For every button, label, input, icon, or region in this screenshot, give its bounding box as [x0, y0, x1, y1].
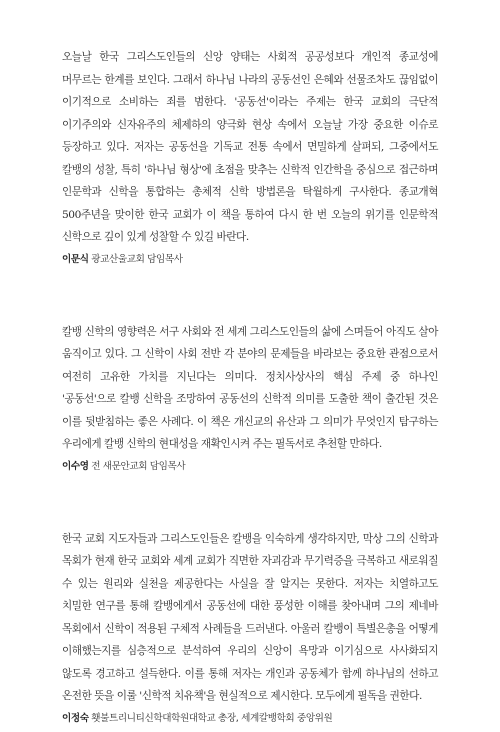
endorsement-attribution — [62, 459, 438, 475]
endorsement-attribution — [62, 252, 438, 268]
endorsement-blurb — [62, 321, 438, 475]
endorsement-text: 칼뱅 신학의 영향력은 서구 사회와 전 세계 그리스도인들의 삶에 스며들어 아직도 살아 움직이고 있다. 그 신학이 사회 전반 각 분야의 문제들을 바라보는 중요한 관점으로서 여전히 고유한 가치를 지닌다는 의미다. 정치사상사의 핵심 주제 중 하나인 '공동선'으로 칼뱅 신학을 조망하여 공동선의 신학적 의미를 도출한 책이 출간된 것은 이를 뒷받침하는 좋은 사례다. 이 책은 개신교의 유산과 그 의미가 무엇인지 탐구하는 우리에게 칼뱅 신학의 현대성을 재확인시켜 주는 필독서로 추천할 만하다. — [62, 325, 438, 450]
endorsement-blurb — [62, 46, 438, 268]
endorsement-text: 오늘날 한국 그리스도인들의 신앙 양태는 사회적 공공성보다 개인적 종교성에 머무르는 한계를 보인다. 그래서 하나님 나라의 공동선인 은혜와 선물조차도 끊임없이 이기적으로 소비하는 죄를 범한다. '공동선'이라는 주제는 한국 교회의 극단적 이기주의와 신자유주의 체제하의 양극화 현상 속에서 오늘날 가장 중요한 이슈로 등장하고 있다. 저자는 공동선을 기독교 전통 속에서 면밀하게 살펴되, 그중에서도 칼뱅의 성찰, 특히 '하나님 형상'에 초점을 맞추는 신학적 인간학을 중심으로 접근하며 인문학과 신학을 통합하는 총체적 신학 방법론을 탁월하게 구사한다. 종교개혁 500주년을 맞이한 한국 교회가 이 책을 통하여 다시 한 번 오늘의 위기를 인문학적 신학으로 깊이 있게 성찰할 수 있길 바란다. — [62, 51, 438, 243]
endorsement-page — [62, 46, 438, 727]
endorser-name: 이수영 — [62, 460, 89, 472]
endorsement-text: 한국 교회 지도자들과 그리스도인들은 칼뱅을 익숙하게 생각하지만, 막상 그의 신학과 목회가 현재 한국 교회와 세계 교회가 직면한 자괴감과 무기력증을 극복하고 새로워질 수 있는 원리와 실천을 제공한다는 사실을 잘 알지는 못한다. 저자는 치열하고도 치밀한 연구를 통해 칼뱅에게서 공동선에 대한 풍성한 이해를 찾아내며 그의 제네바 목회에서 신학이 적용된 구체적 사례들을 드러낸다. 아울러 칼뱅이 특별은총을 어떻게 이해했는지를 심층적으로 분석하여 우리의 신앙이 욕망과 이기심으로 사사화되지 않도록 경고하고 설득한다. 이를 통해 저자는 개인과 공동체가 함께 하나님의 선하고 온전한 뜻을 이룰 '신학적 치유책'을 현실적으로 제시한다. 모두에게 필독을 권한다. — [62, 532, 438, 702]
endorser-role: 전 새문안교회 담임목사 — [91, 460, 186, 472]
endorsement-attribution — [62, 711, 438, 727]
endorser-role: 광교산울교회 담임목사 — [91, 253, 183, 265]
endorsement-blurb — [62, 528, 438, 727]
endorser-name: 이정숙 — [62, 712, 89, 724]
endorser-name: 이문식 — [62, 253, 89, 265]
endorser-role: 횃불트리니티신학대학원대학교 총장, 세계칼뱅학회 중앙위원 — [91, 712, 333, 724]
